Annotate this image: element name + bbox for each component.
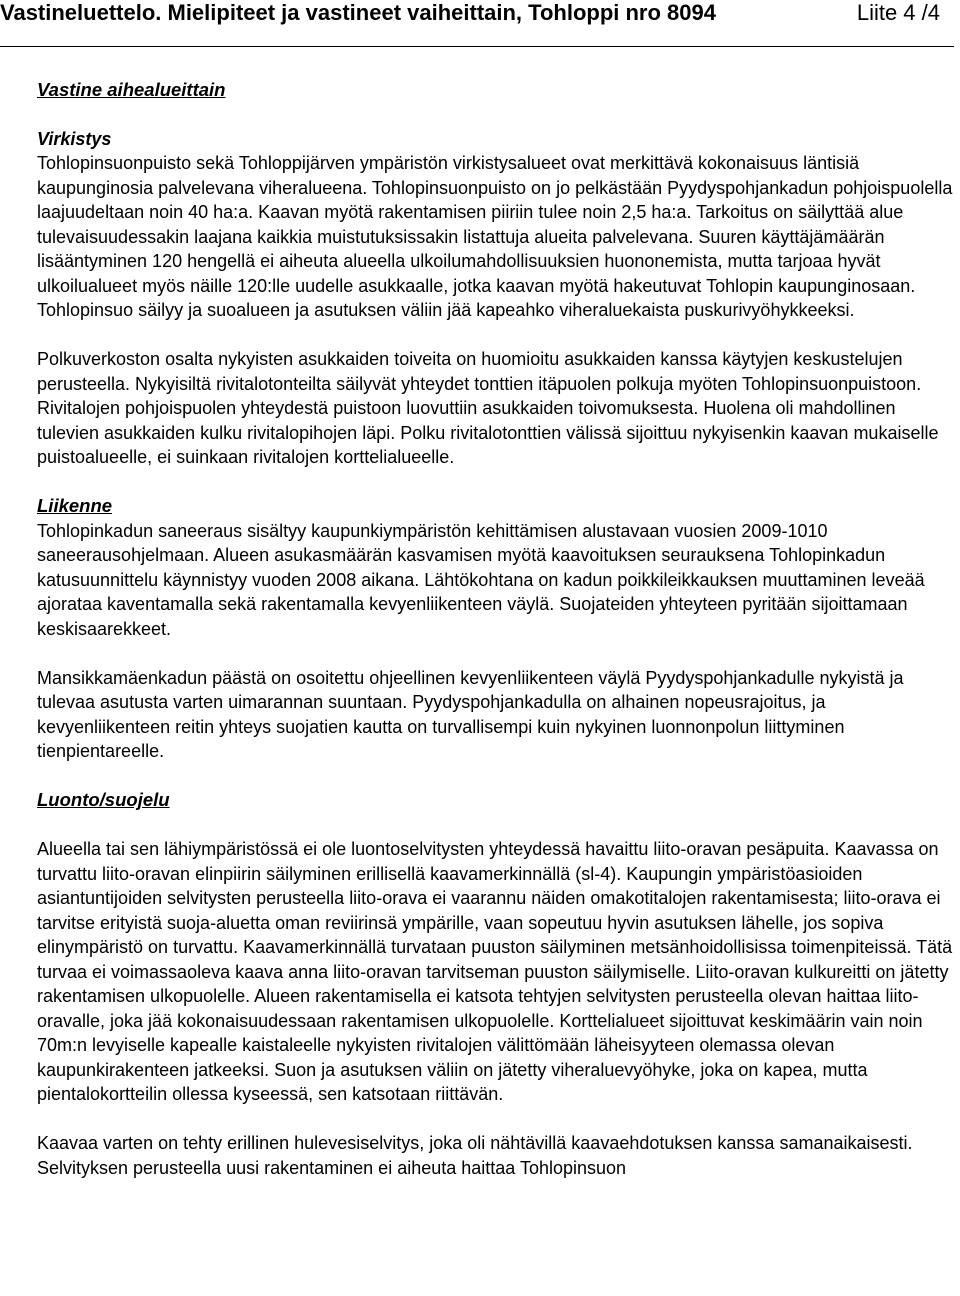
paragraph-virkistys-1: Tohlopinsuonpuisto sekä Tohloppijärven ympäristön virkistysalueet ovat merkittävä kokonaisuus läntisiä kaupunginosia palvelevana viheralueena. Tohlopinsuonpuisto on jo pelkästään Pyydyspohjankadun pohjoispuolella laajuudeltaan noin 40 ha:a. Kaavan myötä rakentamisen piiriin tulee noin 2,5 ha:a. Tarkoitus on säilyttää alue tulevaisuudessakin laajana kaikkia muistutuksissakin listattuja alueita palvelevana. Suuren käyttäjämäärän lisääntyminen 120 hengellä ei aiheuta alueella ulkoilumahdollisuuksien huononemista, mutta tarjoaa hyvät ulkoilualueet myös näille 120:lle uudelle asukkaalle, jotka kaavan myötä hakeutuvat Tohlopin kaupunginosaan. Tohlopinsuo säilyy ja suoalueen ja asutuksen väliin jää kapeahko viheraluekaista puskurivyöhykkeeksi. — [37, 153, 953, 320]
document-body — [37, 78, 959, 1180]
section-heading: Vastine aihealueittain — [37, 79, 226, 100]
paragraph-luonto-1: Alueella tai sen lähiympäristössä ei ole luontoselvitysten yhteydessä havaittu liito-oravan pesäpuita. Kaavassa on turvattu liito-oravan elinpiirin säilyminen erillisellä kaavamerkinnällä (sl-4). Kaupungin ympäristöasioiden asiantuntijoiden selvitysten perusteella liito-orava ei vaarannu näiden omakotitalojen rakentamisesta; liito-orava ei tarvitse erityistä suoja-aluetta oman reviirinsä ympärille, vaan sopeutuu hyvin asutuksen lähelle, jos sopiva elinympäristö on turvattu. Kaavamerkinnällä turvataan puuston säilyminen metsänhoidollisissa toimenpiteissä. Tätä turvaa ei voimassaoleva kaava anna liito-oravan tarvitseman puuston säilymiselle. Liito-oravan kulkureitti on jätetty rakentamisen ulkopuolelle. Alueen rakentamisella ei katsota tehtyjen selvitysten perusteella olevan haittaa liito-oravalle, joka jää kokonaisuudessaan rakentamisen ulkopuolelle. Korttelialueet sijoittuvat keskimäärin vain noin 70m:n levyiselle kapealle kaistaleelle nykyisten rivitalojen välittömään läheisyyteen olemassa olevan kaupunkirakenteen jatkeeksi. Suon ja asutuksen väliin on jätetty viheraluevyöhyke, joka on kapea, mutta pientalokortteilin ollessa kyseessä, sen katsotaan riittävän. — [37, 839, 953, 1104]
heading-liikenne: Liikenne — [37, 495, 113, 516]
attachment-page-label: Liite 4 /4 — [856, 0, 940, 25]
paragraph-luonto-2: Kaavaa varten on tehty erillinen hulevesiselvitys, joka oli nähtävillä kaavaehdotuksen kanssa samanaikaisesti. Selvityksen perusteella uusi rakentaminen ei aiheuta haittaa Tohlopinsuon — [37, 1133, 913, 1178]
paragraph-virkistys-2: Polkuverkoston osalta nykyisten asukkaiden toiveita on huomioitu asukkaiden kanssa käytyjen keskustelujen perusteella. Nykyisiltä rivitalotonteilta säilyvät yhteydet tonttien itäpuolen polkuja myöten Tohlopinsuonpuistoon. Rivitalojen pohjoispuolen yhteydestä puistoon luovuttiin asukkaiden toivomuksesta. Huolena oli mahdollinen tulevien asukkaiden kulku rivitalopihojen läpi. Polku rivitalotonttien välissä sijoittuu nykyisenkin kaavan mukaiselle puistoalueelle, ei suinkaan rivitalojen korttelialueelle. — [37, 349, 939, 467]
heading-virkistys: Virkistys — [37, 128, 112, 149]
heading-luonto-suojelu: Luonto/suojelu — [37, 789, 170, 810]
paragraph-liikenne-2: Mansikkamäenkadun päästä on osoitettu ohjeellinen kevyenliikenteen väylä Pyydyspohjankadulle nykyistä ja tulevaa asutusta varten uimarannan suuntaan. Pyydyspohjankadulla on alhainen nopeusrajoitus, ja kevyenliikenteen reitin yhteys suojatien kautta on turvallisempi kuin nykyinen luonnonpolun liittyminen tienpientareelle. — [37, 667, 904, 761]
paragraph-liikenne-1: Tohlopinkadun saneeraus sisältyy kaupunkiympäristön kehittämisen alustavaan vuosien 2009-1010 saneerausohjelmaan. Alueen asukasmäärän kasvamisen myötä kaavoituksen seurauksena Tohlopinkadun katusuunnittelu käynnistyy vuoden 2008 aikana. Lähtökohtana on kadun poikkileikkauksen muuttaminen leveää ajorataa kaventamalla sekä rakentamalla kevyenliikenteen väylä. Suojateiden yhteyteen pyritään sijoittamaan keskisaarekkeet. — [37, 520, 925, 639]
header-divider — [0, 46, 954, 47]
document-title: Vastineluettelo. Mielipiteet ja vastineet vaiheittain, Tohloppi nro 8094 — [0, 0, 716, 25]
page-header — [0, 0, 960, 50]
